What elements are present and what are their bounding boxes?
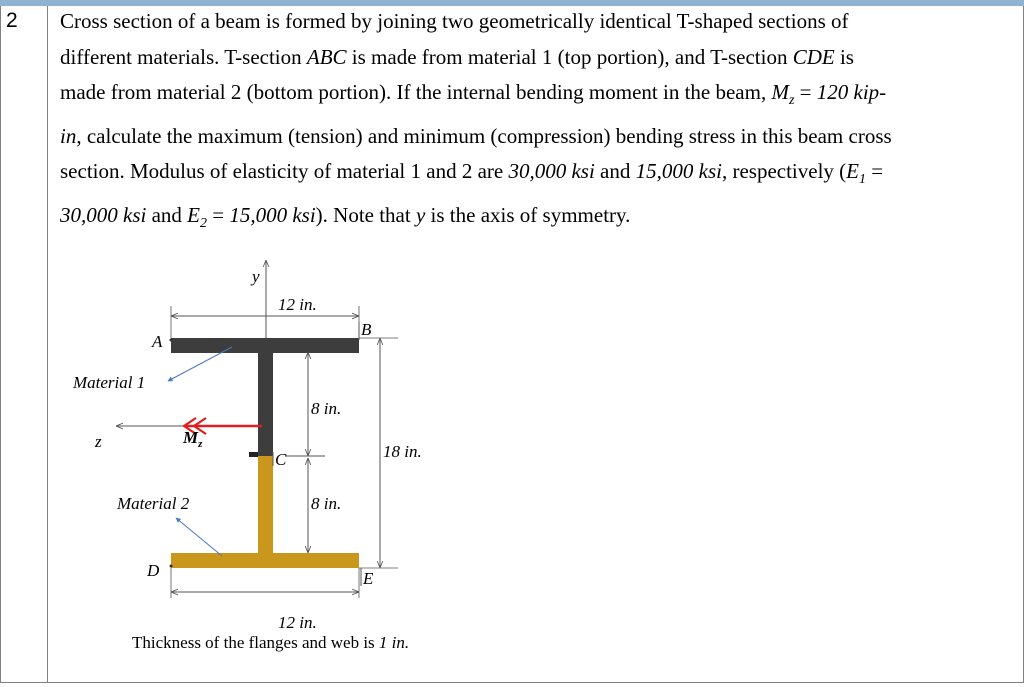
statement-run: ). Note that xyxy=(315,202,416,227)
statement-run: E xyxy=(187,202,200,227)
statement-run: y xyxy=(415,202,426,227)
statement-run: 30,000 ksi xyxy=(60,202,147,227)
material-1-web xyxy=(258,352,273,456)
statement-run: E xyxy=(846,159,859,184)
centroid-marker xyxy=(249,452,258,457)
statement-run: M xyxy=(771,80,789,104)
material-2-leader xyxy=(176,518,222,556)
point-b-label: B xyxy=(361,320,372,339)
point-a-label: A xyxy=(152,332,163,351)
statement-run: 120 kip- xyxy=(816,80,887,104)
moment-label: $M_z$ xyxy=(183,428,203,450)
point-d-label: D xyxy=(147,561,160,580)
material-2-label: Material 2 xyxy=(117,494,190,513)
material-1-top-flange xyxy=(171,338,359,353)
statement-run: section. Modulus of elasticity of material 1 and 2 are xyxy=(60,159,509,184)
top-width-label: 12 in. xyxy=(278,295,317,314)
statement-run: , respectively ( xyxy=(721,159,847,184)
point-c-label: C xyxy=(275,450,287,469)
statement-run: is made from material 1 (top portion), and T-section xyxy=(346,44,793,69)
statement-run: Cross section of a beam is formed by joining two geometrically identical T-shaped sections of xyxy=(60,9,849,33)
thickness-note: Thickness of the flanges and web is 1 in. xyxy=(132,633,410,652)
material-1-label: Material 1 xyxy=(73,373,146,392)
problem-number: 2 xyxy=(6,9,18,32)
material-2-web xyxy=(258,456,273,553)
y-axis-label: y xyxy=(252,267,260,286)
statement-run: 1 xyxy=(858,172,866,188)
statement-run: different materials. T-section xyxy=(60,44,307,69)
statement-run: in xyxy=(60,123,77,148)
statement-run: , calculate the maximum (tension) and minimum (compression) bending stress in this beam cross xyxy=(76,123,892,148)
total-depth-label: 18 in. xyxy=(383,442,422,461)
statement-run: is xyxy=(834,44,854,69)
upper-depth-label: 8 in. xyxy=(311,399,342,418)
statement-run: made from material 2 (bottom portion). If the internal bending moment in the beam, xyxy=(60,80,772,104)
statement-run: ABC xyxy=(306,44,347,69)
lower-depth-label: 8 in. xyxy=(311,494,342,513)
statement-run: is the axis of symmetry. xyxy=(425,202,631,227)
bottom-width-label: 12 in. xyxy=(278,613,317,632)
statement-run: = xyxy=(206,202,230,227)
statement-run: 15,000 ksi xyxy=(229,202,316,227)
statement-run: CDE xyxy=(792,44,835,69)
point-e-label: E xyxy=(363,569,374,588)
statement-run: 2 xyxy=(199,216,207,232)
statement-run: and xyxy=(146,202,188,227)
statement-run: 15,000 ksi xyxy=(635,159,722,184)
statement-run: = xyxy=(865,159,884,184)
z-axis-label: z xyxy=(95,432,102,451)
statement-run: z xyxy=(788,93,795,109)
statement-run: = xyxy=(794,80,817,104)
statement-run: 30,000 ksi xyxy=(508,159,595,184)
statement-run: and xyxy=(594,159,636,184)
material-2-bottom-flange xyxy=(171,553,359,568)
